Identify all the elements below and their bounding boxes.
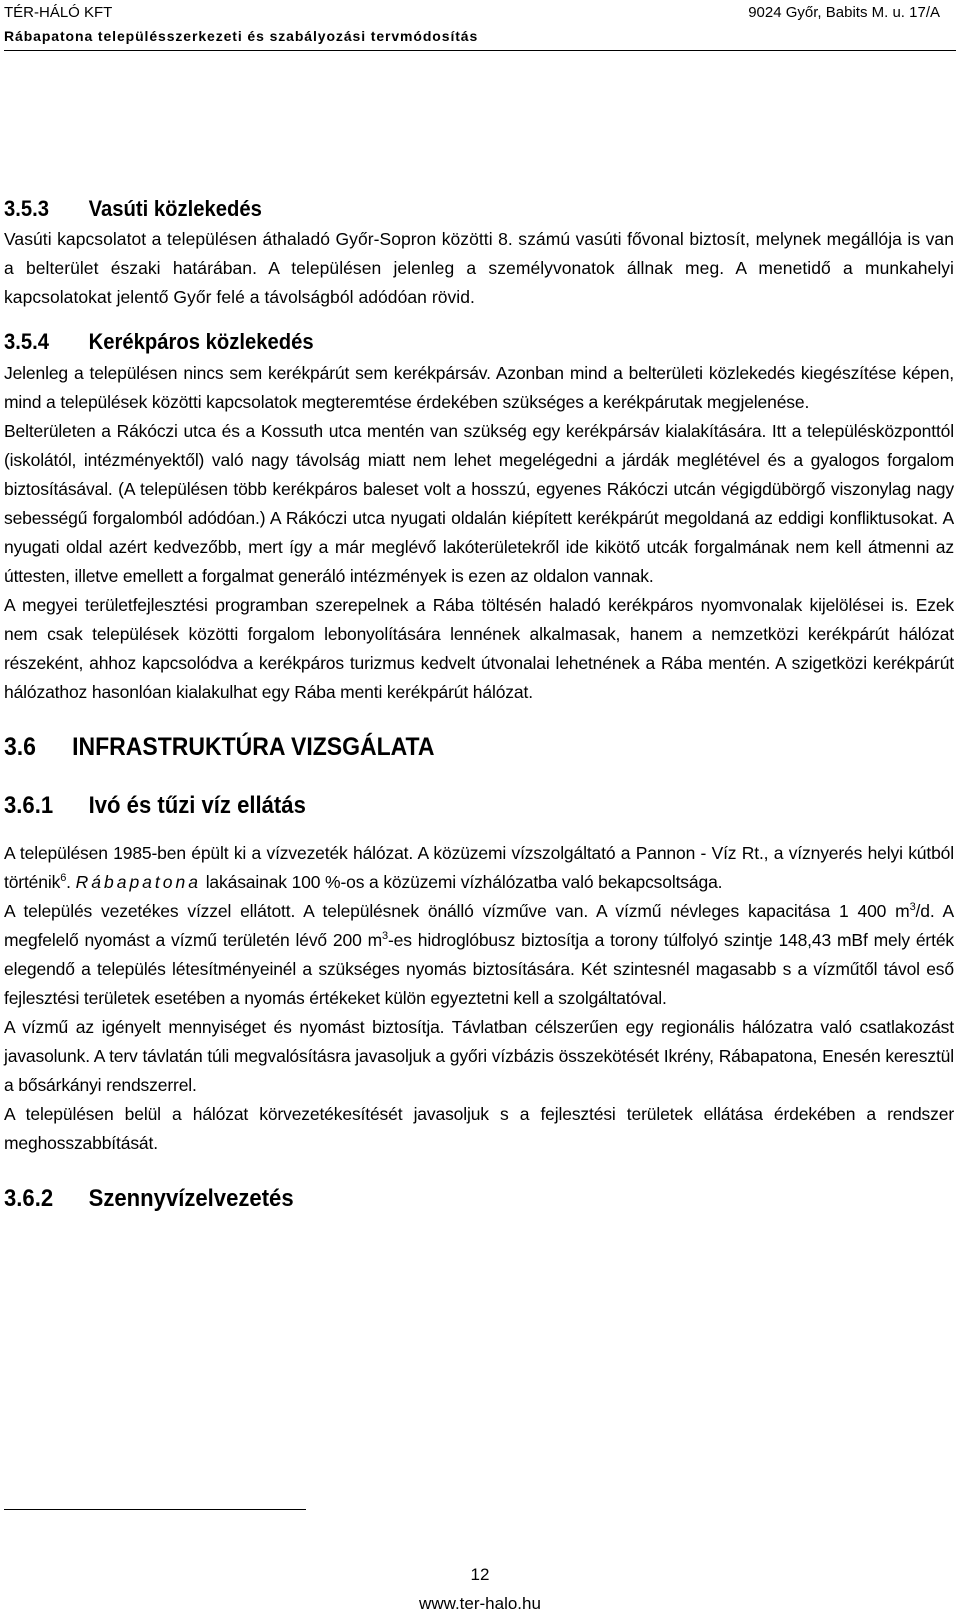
footer-url[interactable]: www.ter-halo.hu	[419, 1594, 541, 1613]
paragraph: A településen 1985-ben épült ki a vízvezeték hálózat. A közüzemi vízszolgáltató a Pannon - Víz Rt., a víznyerés helyi kútból történik$^6$. Rábapatona lakásainak 100 %-os a közüzemi vízhálózatba való bekapcsoltsága.	[4, 843, 954, 892]
section-number: 3.6.1	[4, 792, 54, 819]
section-heading-3-6-2	[4, 1182, 878, 1216]
footnote-separator	[4, 1509, 306, 1510]
section-heading-3-6	[4, 727, 878, 767]
footnote-ref: 6	[60, 872, 67, 885]
section-number: 3.6.2	[4, 1185, 54, 1212]
section-title: Ivó és tűzi víz ellátás	[88, 792, 306, 819]
section-heading-3-5-3	[4, 196, 878, 222]
section-heading-3-6-1	[4, 789, 878, 823]
page-body	[4, 196, 954, 1216]
section-number: 3.5.4	[4, 329, 50, 354]
paragraph: A település vezetékes vízzel ellátott. A településnek önálló vízműve van. A vízmű névleges kapacitása 1 400 $m^3/d$. A megfelelő nyomást a vízmű területén lévő 200 $m^3-es$ hidroglóbusz biztosítja a torony túlfolyó szintje 148,43 mBf mely érték elegendő a település létesítményeinél a szükséges nyomás biztosítására. Két szintesnél magasabb s a vízműtől távol eső fejlesztési területek esetében a nyomás értékeket külön egyeztetni kell a szolgáltatóval.	[4, 901, 955, 1008]
section-title: INFRASTRUKTÚRA VIZSGÁLATA	[72, 732, 435, 761]
section-number: 3.6	[4, 732, 36, 761]
paragraph: A településen belül a hálózat körvezetékesítését javasoljuk s a fejlesztési területek ellátása érdekében a rendszer meghosszabbítását.	[4, 1104, 954, 1153]
section-title: Vasúti közlekedés	[88, 196, 262, 221]
document-title: Rábapatona településszerkezeti és szabályozási tervmódosítás	[4, 28, 479, 44]
company-address: 9024 Győr, Babits M. u. 17/A	[748, 4, 940, 21]
section-heading-3-5-4	[4, 325, 878, 359]
paragraph: Vasúti kapcsolatot a településen áthaladó Győr-Sopron közötti 8. számú vasúti fővonal biztosít, melynek megállója is van a belterület északi határában. A településen jelenleg a személyvonatok állnak meg. A menetidő a munkahelyi kapcsolatokat jelentő Győr felé a távolságból adódóan rövid.	[4, 229, 954, 307]
section-title: Szennyvízelvezetés	[88, 1185, 294, 1212]
paragraph: Jelenleg a településen nincs sem kerékpárút sem kerékpársáv. Azonban mind a belterületi közlekedés kiegészítése képen, mind a települések közötti kapcsolatok megteremtése érdekében szükséges a kerékpárutak megjelenése.	[4, 363, 954, 412]
paragraph: Belterületen a Rákóczi utca és a Kossuth utca mentén van szükség egy kerékpársáv kialakítására. Itt a településközponttól (iskolától, intézményektől) való nagy távolság miatt nem lehet megelégedni a járdák meglétével és a gyalogos forgalom biztosításával. (A településen több kerékpáros baleset volt a hosszú, egyenes Rákóczi utcán végigdübörgő viszonylag nagy sebességű forgalomból adódóan.) A Rákóczi utca nyugati oldalán kiépített kerékpárút megoldaná az eddigi konfliktusokat. A nyugati oldal azért kedvezőbb, mert így a már meglévő lakóterületekről ide kikötő utcák forgalmának nem kell átmenni az úttesten, illetve emellett a forgalmat generáló intézmények is ezen az oldalon vannak.	[4, 421, 954, 586]
header-divider	[4, 50, 956, 51]
section-title: Kerékpáros közlekedés	[88, 329, 314, 354]
page-number: 12	[470, 1565, 490, 1584]
paragraph: A megyei területfejlesztési programban szerepelnek a Rába töltésén haladó kerékpáros nyomvonalak kijelölései is. Ezek nem csak települések közötti forgalom lebonyolítására lennének alkalmasak, hanem a nemzetközi kerékpárút hálózat részeként, ahhoz kapcsolódva a kerékpáros turizmus kedvelt útvonalai lehetnének a Rába mentén. A szigetközi kerékpárút hálózathoz hasonlóan kialakulhat egy Rába menti kerékpárút hálózat.	[4, 595, 954, 702]
section-number: 3.5.3	[4, 196, 50, 221]
town-name: Rábapatona	[75, 872, 201, 892]
company-name: TÉR-HÁLÓ KFT	[4, 4, 113, 21]
paragraph: A vízmű az igényelt mennyiséget és nyomást biztosítja. Távlatban célszerűen egy regionális hálózatra való csatlakozást javasolunk. A terv távlatán túli megvalósításra javasoljuk a győri vízbázis összekötését Ikrény, Rábapatona, Enesén keresztül a bősárkányi rendszerrel.	[4, 1017, 954, 1095]
